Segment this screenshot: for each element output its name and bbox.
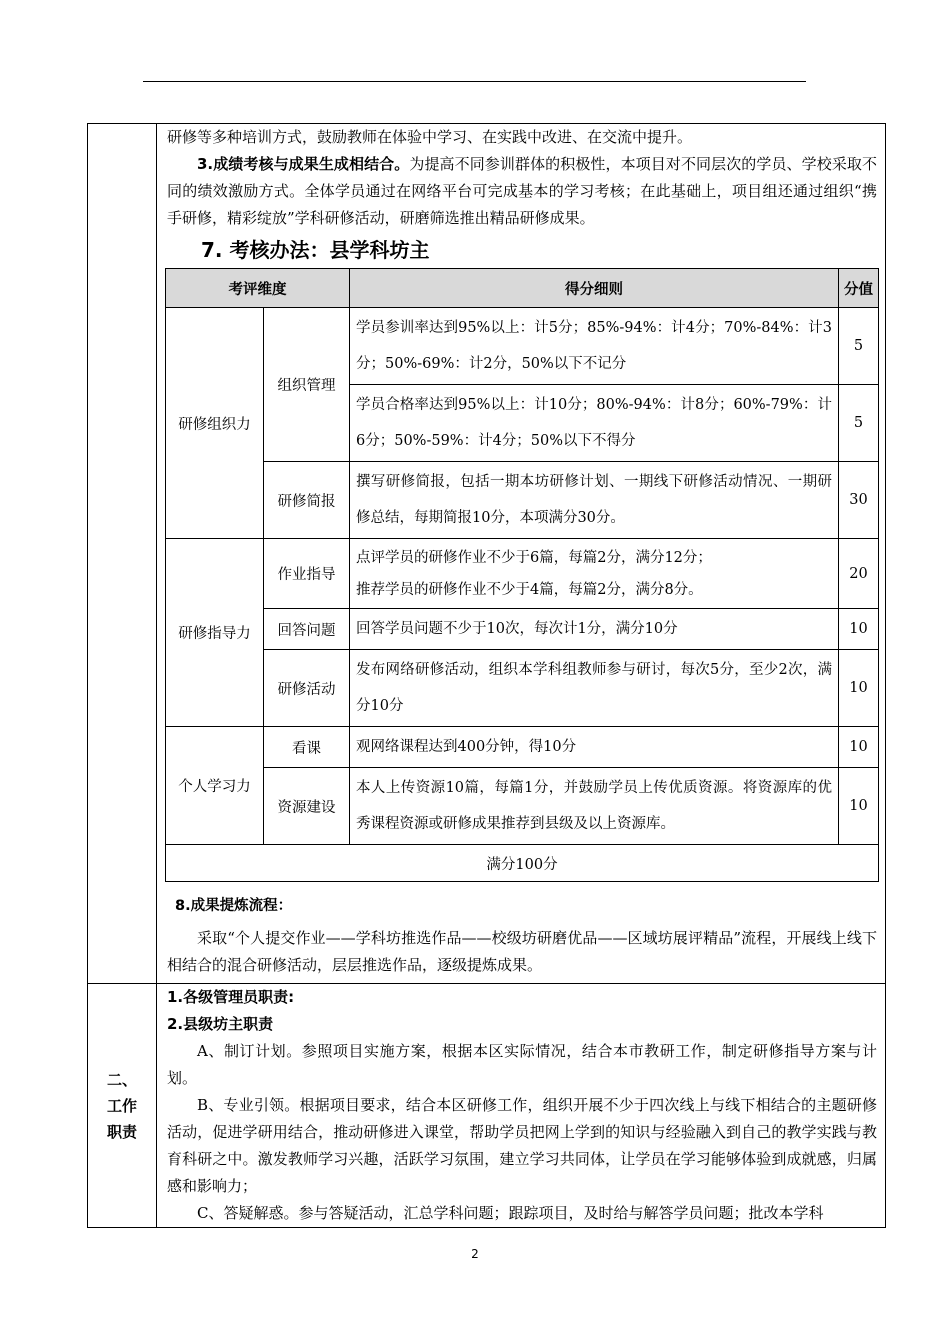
duties-heading-2: 2.县级坊主职责 bbox=[167, 1015, 274, 1033]
score-cell: 5 bbox=[839, 308, 879, 385]
rule-cell bbox=[350, 539, 839, 609]
subcategory-cell: 组织管理 bbox=[264, 308, 350, 462]
duty-c: C、答疑解惑。参与答疑活动，汇总学科问题；跟踪项目，及时给与解答学员问题；批改本学科 bbox=[197, 1204, 824, 1222]
rule-line: 点评学员的研修作业不少于6篇，每篇2分，满分12分； bbox=[356, 549, 712, 566]
document-table bbox=[87, 123, 886, 1228]
duty-b: B、专业引领。根据项目要求，结合本区研修工作，组织开展不少于四次线上与线下相结合的主题研修活动，促进学研用结合，推动研修进入课堂，帮助学员把网上学到的知识与经验融入到自己的教学实践与教育科研之中。激发教师学习兴趣，活跃学习氛围，建立学习共同体，让学员在学习能够体验到成就感，归属感和影响力； bbox=[167, 1096, 877, 1195]
subcategory-cell: 资源建设 bbox=[264, 768, 350, 845]
rule-cell: 学员合格率达到95%以上：计10分；80%-94%：计8分；60%-79%：计6分；50%-59%：计4分；50%以下不得分 bbox=[350, 385, 839, 462]
rule-cell: 学员参训率达到95%以上：计5分；85%-94%：计4分；70%-84%：计3分；50%-69%：计2分，50%以下不记分 bbox=[350, 308, 839, 385]
empty-label-cell bbox=[88, 124, 157, 984]
section-row-continuation bbox=[88, 124, 886, 984]
rule-cell: 观网络课程达到400分钟，得10分 bbox=[350, 727, 839, 768]
paragraph-3 bbox=[167, 151, 877, 232]
duties-label-line: 工作 bbox=[106, 1096, 137, 1115]
subcategory-cell: 回答问题 bbox=[264, 609, 350, 650]
section-8-title: 8.成果提炼流程： bbox=[175, 898, 293, 914]
table-row bbox=[166, 650, 879, 727]
total-cell: 满分100分 bbox=[166, 845, 879, 882]
assessment-header-row bbox=[166, 269, 879, 308]
score-cell: 10 bbox=[839, 650, 879, 727]
subcategory-cell: 研修活动 bbox=[264, 650, 350, 727]
table-row bbox=[166, 609, 879, 650]
duties-label bbox=[88, 984, 157, 1228]
paragraph-3-body: 为提高不同参训群体的积极性，本项目对不同层次的学员、学校采取不同的绩效激励方式。全体学员通过在网络平台可完成基本的学习考核；在此基础上，项目组还通过组织“携手研修，精彩绽放”学科研修活动，研磨筛选推出精品研修成果。 bbox=[167, 155, 877, 227]
section-row-duties bbox=[88, 984, 886, 1228]
subcategory-cell: 作业指导 bbox=[264, 539, 350, 609]
subcategory-cell: 研修简报 bbox=[264, 462, 350, 539]
category-cell: 研修指导力 bbox=[166, 539, 264, 727]
category-cell: 研修组织力 bbox=[166, 308, 264, 539]
table-row bbox=[166, 308, 879, 385]
score-cell: 5 bbox=[839, 385, 879, 462]
duties-label-line: 二、 bbox=[106, 1070, 137, 1089]
header-rules: 得分细则 bbox=[350, 269, 839, 308]
category-cell: 个人学习力 bbox=[166, 727, 264, 845]
table-row bbox=[166, 727, 879, 768]
section-7-title: 7. 考核办法：县学科坊主 bbox=[201, 238, 430, 262]
duty-a: A、制订计划。参照项目实施方案，根据本区实际情况，结合本市教研工作，制定研修指导方案与计划。 bbox=[167, 1042, 877, 1087]
rule-line: 推荐学员的研修作业不少于4篇，每篇2分，满分8分。 bbox=[356, 581, 703, 598]
table-row bbox=[166, 539, 879, 609]
score-cell: 10 bbox=[839, 768, 879, 845]
section-8-body: 采取“个人提交作业——学科坊推选作品——校级坊研磨优品——区域坊展评精品”流程，开展线上线下相结合的混合研修活动，层层推选作品，逐级提炼成果。 bbox=[167, 929, 877, 974]
header-rule bbox=[143, 81, 806, 82]
rule-cell: 回答学员问题不少于10次，每次计1分，满分10分 bbox=[350, 609, 839, 650]
rule-cell: 本人上传资源10篇，每篇1分，并鼓励学员上传优质资源。将资源库的优秀课程资源或研修成果推荐到县级及以上资源库。 bbox=[350, 768, 839, 845]
subcategory-cell: 看课 bbox=[264, 727, 350, 768]
content-cell bbox=[157, 124, 886, 984]
duties-content bbox=[157, 984, 886, 1228]
page-number: 2 bbox=[471, 1247, 479, 1261]
score-cell: 30 bbox=[839, 462, 879, 539]
paragraph-3-heading: 3.成绩考核与成果生成相结合。 bbox=[197, 155, 410, 173]
rule-cell: 撰写研修简报，包括一期本坊研修计划、一期线下研修活动情况、一期研修总结，每期简报10分，本项满分30分。 bbox=[350, 462, 839, 539]
duties-heading-1: 1.各级管理员职责: bbox=[167, 988, 295, 1006]
continuation-line: 研修等多种培训方式，鼓励教师在体验中学习、在实践中改进、在交流中提升。 bbox=[167, 128, 693, 146]
score-cell: 20 bbox=[839, 539, 879, 609]
table-row bbox=[166, 462, 879, 539]
header-dimension: 考评维度 bbox=[166, 269, 350, 308]
total-row bbox=[166, 845, 879, 882]
score-cell: 10 bbox=[839, 727, 879, 768]
rule-cell: 发布网络研修活动，组织本学科组教师参与研讨，每次5分，至少2次，满分10分 bbox=[350, 650, 839, 727]
assessment-table bbox=[165, 268, 879, 882]
duties-label-line: 职责 bbox=[106, 1122, 137, 1141]
score-cell: 10 bbox=[839, 609, 879, 650]
table-row bbox=[166, 768, 879, 845]
header-score: 分值 bbox=[839, 269, 879, 308]
